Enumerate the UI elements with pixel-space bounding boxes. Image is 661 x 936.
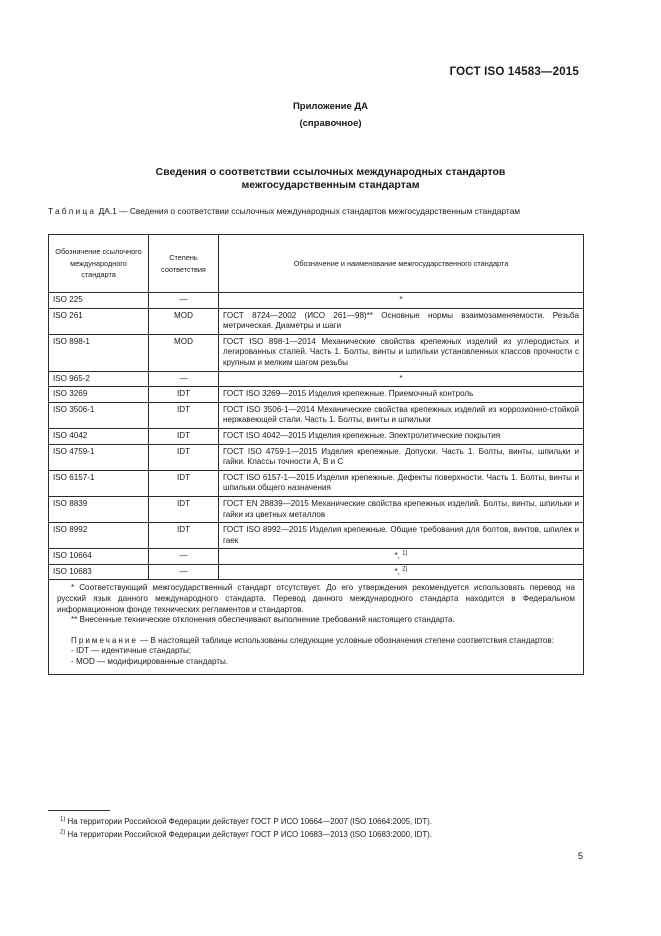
cell-degree: IDT: [149, 496, 219, 522]
table-row: [49, 523, 584, 549]
table-row: [49, 402, 584, 428]
table-row: [49, 387, 584, 403]
cell-gost: ГОСТ ISO 4042—2015 Изделия крепежные. Электролитические покрытия: [219, 428, 584, 444]
footnote-mark: 1): [60, 816, 66, 823]
appendix-subtitle: (справочное): [299, 118, 362, 129]
table-caption: [48, 206, 582, 218]
cell-degree: IDT: [149, 444, 219, 470]
cell-gost: ГОСТ ISO 3269—2015 Изделия крепежные. Приемочный контроль: [219, 387, 584, 403]
appendix-heading: [0, 98, 661, 132]
document-code: ГОСТ ISO 14583—2015: [449, 66, 579, 78]
cell-intl: ISO 8992: [49, 523, 149, 549]
cell-intl: ISO 8839: [49, 496, 149, 522]
cell-gost: ГОСТ ISO 8992—2015 Изделия крепежные. Общие требования для болтов, винтов, шпилек и гаек: [219, 523, 584, 549]
cell-gost-text: *,: [394, 551, 403, 561]
footnote-ref: 2): [402, 566, 408, 573]
note-idt: - IDT — идентичные стандарты;: [71, 646, 192, 656]
cell-degree: —: [149, 549, 219, 565]
section-title: [0, 166, 661, 192]
section-title-line1: Сведения о соответствии ссылочных международных стандартов: [155, 166, 506, 178]
table-row: [49, 371, 584, 387]
cell-gost-text: *,: [394, 566, 403, 576]
table-notes: [49, 580, 584, 674]
cell-gost: ГОСТ ISO 3506-1—2014 Механические свойства крепежных изделий из коррозионно-стойкой нержавеющей стали. Часть 1. Болты, винты и шпильки: [219, 402, 584, 428]
cell-gost: ГОСТ ISO 4759-1—2015 Изделия крепежные. Допуски. Часть 1. Болты, винты, шпильки и гайки. Классы точности А, В и С: [219, 444, 584, 470]
footnote-mark: 2): [60, 829, 66, 836]
table-row: [49, 428, 584, 444]
note-remark-label: Примечание: [71, 635, 138, 645]
cell-intl: ISO 898-1: [49, 334, 149, 371]
note-remark: [57, 636, 575, 647]
cell-gost: ГОСТ 8724—2002 (ИСО 261—98)** Основные нормы взаимозаменяемости. Резьба метрическая. Диаметры и шаги: [219, 308, 584, 334]
cell-degree: MOD: [149, 334, 219, 371]
header-gost-standard: Обозначение и наименование межгосударственного стандарта: [219, 235, 584, 293]
footnote-ref: 1): [402, 550, 408, 557]
page-number: 5: [577, 851, 583, 861]
cell-intl: ISO 4759-1: [49, 444, 149, 470]
footnote-1: [60, 816, 432, 827]
note-double-asterisk: ** Внесенные технические отклонения обеспечивают выполнение требований настоящего стандарта.: [71, 615, 455, 625]
cell-intl: ISO 3269: [49, 387, 149, 403]
cell-intl: ISO 10683: [49, 564, 149, 580]
table-row: [49, 308, 584, 334]
cell-intl: ISO 261: [49, 308, 149, 334]
footnote-text: На территории Российской Федерации действует ГОСТ Р ИСО 10664—2007 (ISO 10664:2005, IDT).: [65, 817, 432, 826]
header-intl-standard: Обозначение ссылочного международного стандарта: [49, 235, 149, 293]
table-caption-text: ДА.1 — Сведения о соответствии ссылочных международных стандартов межгосударственным стандартам: [96, 206, 521, 216]
table-row: [49, 564, 584, 580]
table-row: [49, 470, 584, 496]
cell-degree: —: [149, 564, 219, 580]
table-caption-label: Таблица: [48, 206, 97, 216]
cell-degree: IDT: [149, 402, 219, 428]
cell-gost: *: [219, 371, 584, 387]
cell-gost: ГОСТ ISO 898-1—2014 Механические свойства крепежных изделий из углеродистых и легированных сталей. Часть 1. Болты, винты и шпильки установленных классов прочности с крупным и мелким шагом резьбы: [219, 334, 584, 371]
header-degree: Степень соответствия: [149, 235, 219, 293]
table-notes-row: [49, 580, 584, 674]
cell-intl: ISO 6157-1: [49, 470, 149, 496]
note-asterisk: * Соответствующий межгосударственный стандарт отсутствует. До его утверждения рекомендуется использовать перевод на русский язык данного международного стандарта. Перевод данного международного стандарта находится в Федеральном информационном фонде технических регламентов и стандартов.: [57, 583, 575, 614]
cell-gost: [219, 549, 584, 565]
cell-degree: —: [149, 371, 219, 387]
footnote-text: На территории Российской Федерации действует ГОСТ Р ИСО 10683—2013 (ISO 10683:2000, IDT).: [65, 830, 432, 839]
cell-degree: IDT: [149, 387, 219, 403]
standards-table: [48, 234, 584, 675]
table-row: [49, 444, 584, 470]
table-row: [49, 293, 584, 309]
cell-gost: *: [219, 293, 584, 309]
footnote-divider: [48, 810, 110, 811]
cell-gost: ГОСТ ISO 6157-1—2015 Изделия крепежные. Дефекты поверхности. Часть 1. Болты, винты и шпильки общего назначения: [219, 470, 584, 496]
cell-gost: ГОСТ EN 28839—2015 Механические свойства крепежных изделий. Болты, винты, шпильки и гайки из цветных металлов: [219, 496, 584, 522]
table-header-row: [49, 235, 584, 293]
cell-degree: MOD: [149, 308, 219, 334]
note-mod: - MOD — модифицированные стандарты.: [71, 657, 229, 667]
appendix-title: Приложение ДА: [292, 101, 369, 112]
cell-intl: ISO 4042: [49, 428, 149, 444]
cell-gost: [219, 564, 584, 580]
section-title-line2: межгосударственным стандартам: [241, 179, 420, 191]
table-row: [49, 334, 584, 371]
table-row: [49, 549, 584, 565]
footnote-2: [60, 829, 432, 840]
cell-degree: IDT: [149, 428, 219, 444]
table-row: [49, 496, 584, 522]
note-remark-text: — В настоящей таблице использованы следующие условные обозначения степени соответствия стандартов:: [137, 635, 554, 645]
cell-degree: IDT: [149, 470, 219, 496]
cell-intl: ISO 225: [49, 293, 149, 309]
cell-intl: ISO 10664: [49, 549, 149, 565]
cell-degree: IDT: [149, 523, 219, 549]
cell-intl: ISO 3506-1: [49, 402, 149, 428]
cell-degree: —: [149, 293, 219, 309]
cell-intl: ISO 965-2: [49, 371, 149, 387]
